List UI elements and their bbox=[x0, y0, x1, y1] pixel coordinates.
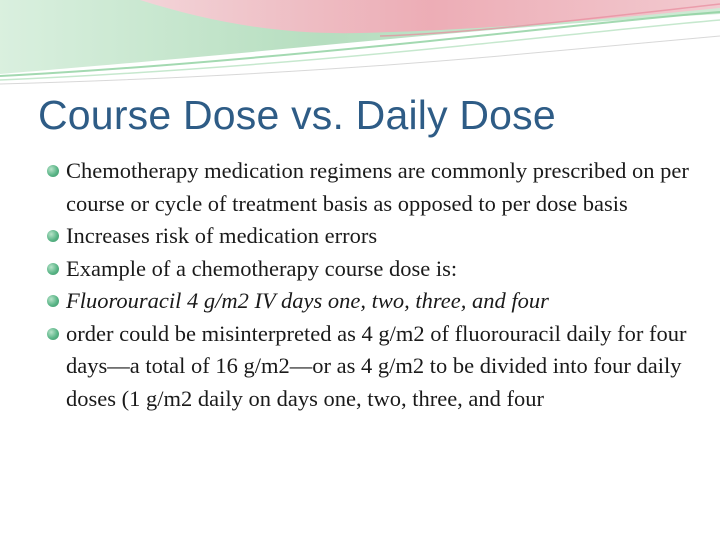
green-circle-bullet-icon bbox=[47, 328, 59, 340]
green-circle-bullet-icon bbox=[47, 230, 59, 242]
bullet-item bbox=[46, 318, 696, 416]
bullet-text: Fluorouracil 4 g/m2 IV days one, two, three, and four bbox=[66, 288, 549, 313]
bullet-item bbox=[46, 155, 696, 220]
green-circle-bullet-icon bbox=[47, 165, 59, 177]
bullet-list bbox=[46, 155, 696, 415]
bullet-item bbox=[46, 253, 696, 286]
green-circle-bullet-icon bbox=[47, 295, 59, 307]
bullet-text: Increases risk of medication errors bbox=[66, 223, 378, 248]
bullet-text: Chemotherapy medication regimens are commonly prescribed on per course or cycle of treatment basis as opposed to per dose basis bbox=[66, 158, 689, 216]
bullet-text: Example of a chemotherapy course dose is: bbox=[66, 255, 458, 281]
decorative-header-swoosh bbox=[0, 0, 720, 92]
bullet-item bbox=[46, 220, 696, 253]
bullet-item-example-dose bbox=[46, 285, 696, 318]
bullet-text: order could be misinterpreted as 4 g/m2 of fluorouracil daily for four days—a total of 16 g/m2—or as 4 g/m2 to be divided into four daily doses (1 g/m2 daily on days one, two, three, and four bbox=[66, 320, 687, 411]
green-circle-bullet-icon bbox=[47, 263, 59, 275]
slide-title: Course Dose vs. Daily Dose bbox=[38, 92, 556, 138]
